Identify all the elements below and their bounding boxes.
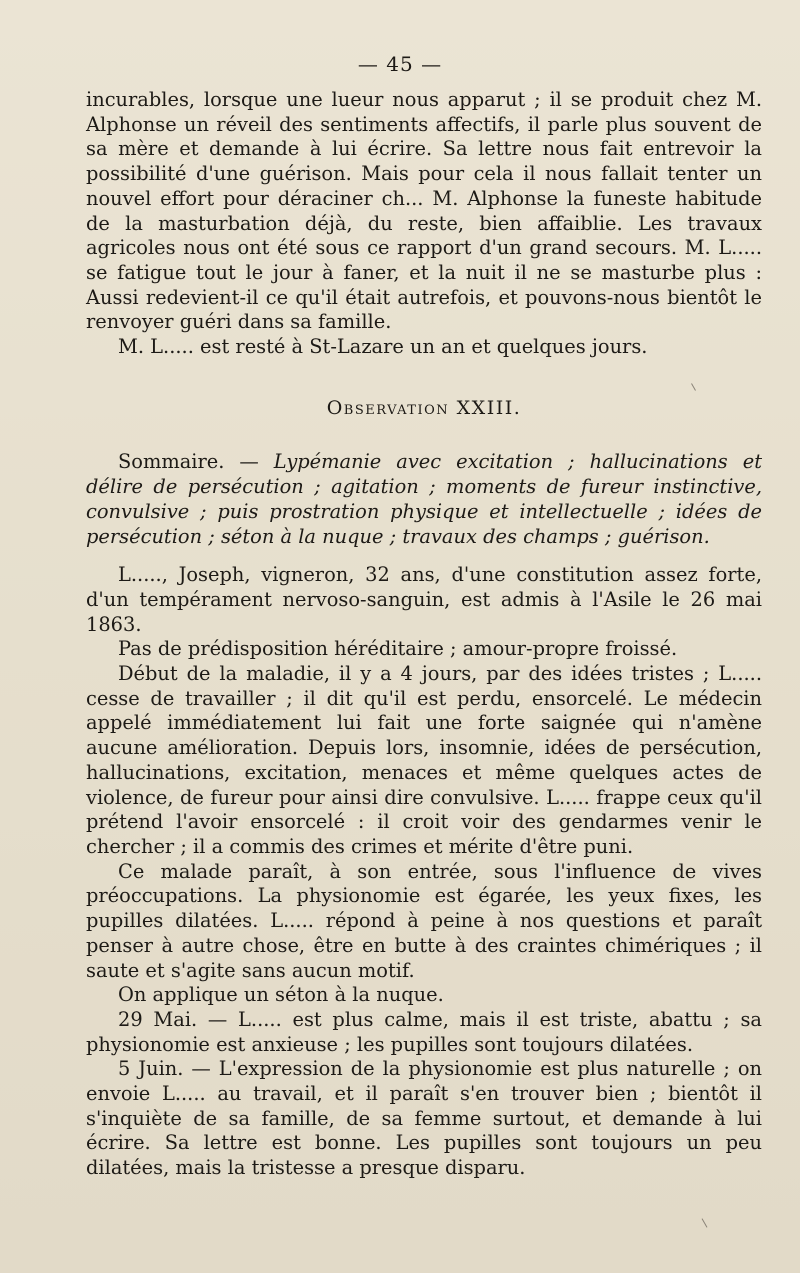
paragraph: 29 Mai. — L..... est plus calme, mais il est triste, abattu ; sa physionomie est anxieuse ; les pupilles sont toujours dilatées. — [86, 1007, 762, 1056]
paragraph: Pas de prédisposition héréditaire ; amour-propre froissé. — [118, 637, 678, 661]
paragraph: 5 Juin. — L'expression de la physionomie est plus naturelle ; on envoie L..... au travail, et il paraît s'en trouver bien ; bientôt il s'inquiète de sa famille, de sa femme surtout, et demande à lui écrire. Sa lettre est bonne. Les pupilles sont toujours un peu dilatées, mais la tristesse a presque disparu. — [86, 1057, 762, 1180]
page-number: — 45 — — [357, 52, 443, 76]
spacer — [86, 549, 762, 563]
stray-mark — [702, 1218, 708, 1227]
paragraph: Ce malade paraît, à son entrée, sous l'influence de vives préoccupations. La physionomie est égarée, les yeux fixes, les pupilles dilatées. L..... répond à peine à nos questions et paraît penser à autre chose, être en butte à des craintes chimériques ; il saute et s'agite sans aucun motif. — [86, 859, 762, 982]
sommaire-text: Lypémanie avec excitation ; hallucinations et délire de persécution ; agitation ; moments de fureur instinctive, convulsive ; puis prostration physique et intellectuelle ; idées de persécution ; séton à la nuque ; travaux des champs ; guérison. — [86, 450, 762, 548]
paragraph: Début de la maladie, il y a 4 jours, par des idées tristes ; L..... cesse de travailler ; il dit qu'il est perdu, ensorcelé. Le médecin appelé immédiatement lui fait une forte saignée qui n'amène aucune amélioration. Depuis lors, insomnie, idées de persécution, hallucinations, excitation, menaces et même quelques actes de violence, de fureur pour ainsi dire convulsive. L..... frappe ceux qu'il prétend l'avoir ensorcelé : il croit voir des gendarmes venir le chercher ; il a commis des crimes et mérite d'être puni. — [86, 662, 762, 858]
paragraph: L....., Joseph, vigneron, 32 ans, d'une constitution assez forte, d'un tempérament nervoso-sanguin, est admis à l'Asile le 26 mai 1863. — [86, 563, 762, 636]
sommaire-label: Sommaire. — — [118, 450, 259, 474]
observation-heading: Observation XXIII. — [326, 396, 522, 419]
paragraph: On applique un séton à la nuque. — [118, 983, 444, 1007]
paragraph: incurables, lorsque une lueur nous apparut ; il se produit chez M. Alphonse un réveil des sentiments affectifs, il parle plus souvent de sa mère et demande à lui écrire. Sa lettre nous fait entrevoir la possibilité d'une guérison. Mais pour cela il nous fallait tenter un nouvel effort pour déraciner ch... M. Alphonse la funeste habitude de la masturbation déjà, du reste, bien affaiblie. Les travaux agricoles nous ont été sous ce rapport d'un grand secours. M. L..... se fatigue tout le jour à faner, et la nuit il ne se masturbe plus : Aussi redevient-il ce qu'il était autrefois, et pouvons-nous bientôt le renvoyer guéri dans sa famille. — [86, 88, 762, 334]
paragraph: M. L..... est resté à St-Lazare un an et quelques jours. — [118, 335, 648, 359]
sommaire — [86, 450, 762, 549]
page-body — [86, 88, 762, 1181]
